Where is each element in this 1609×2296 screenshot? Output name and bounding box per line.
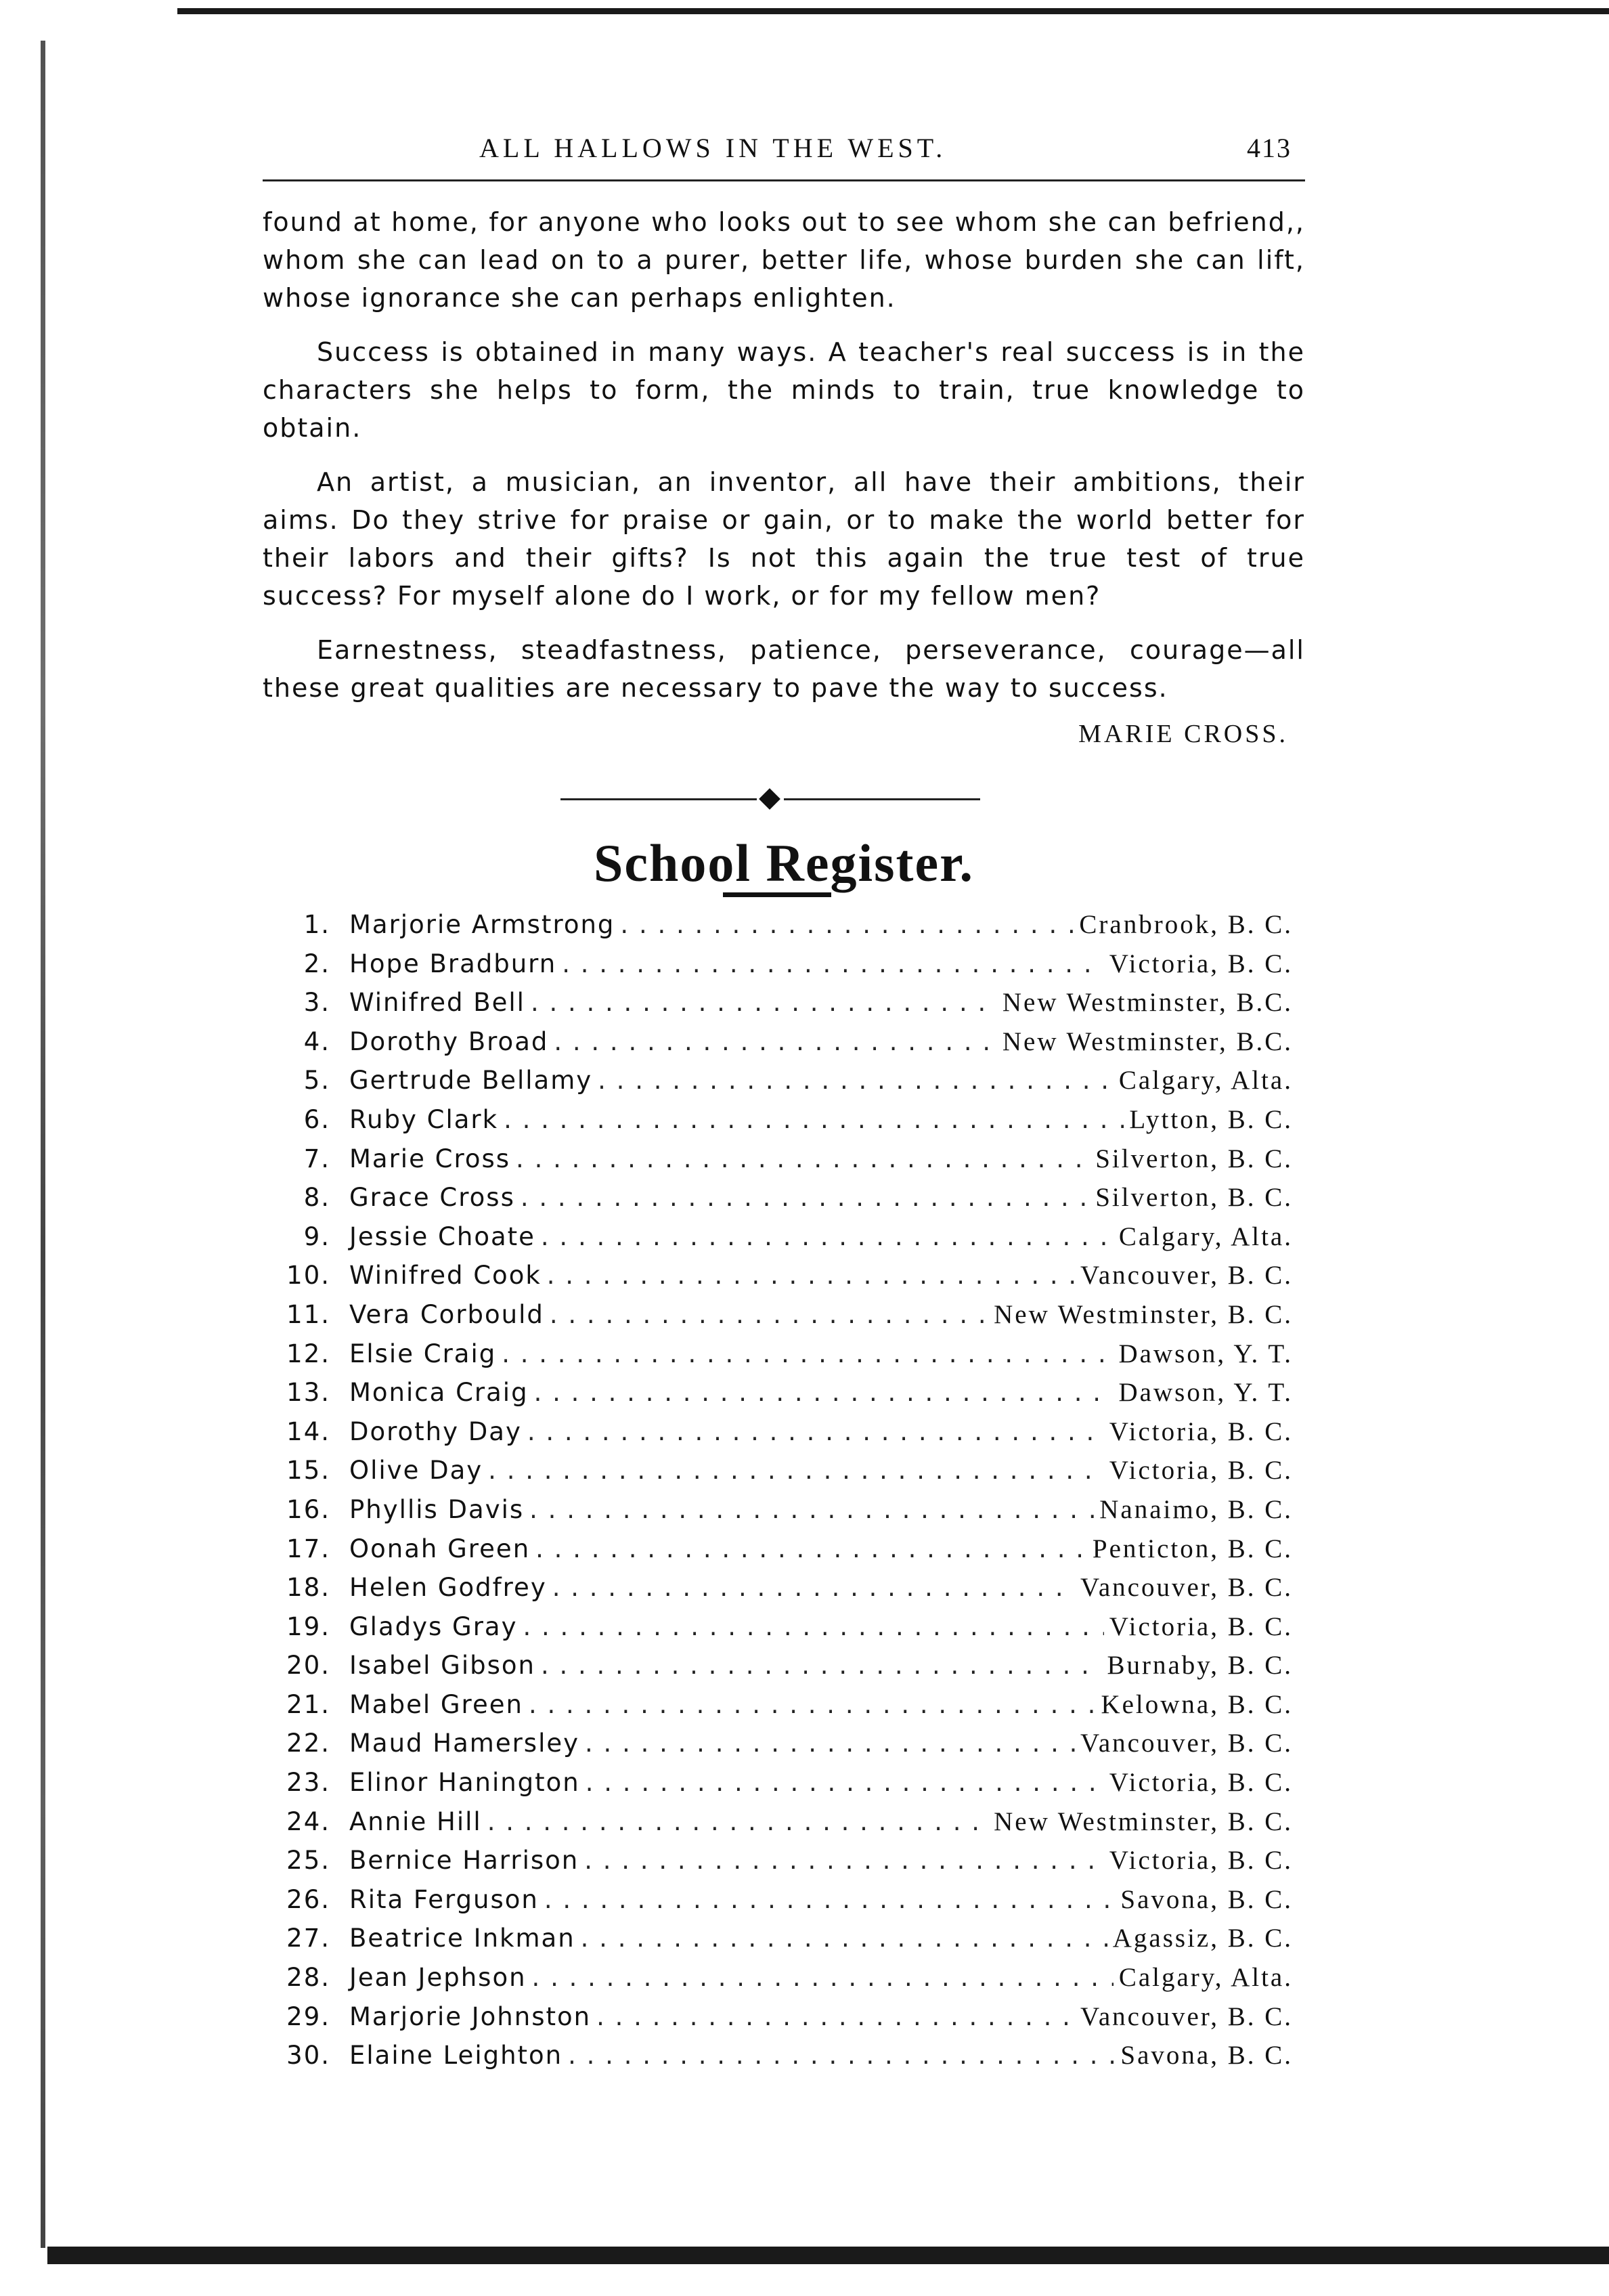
dot-leader: [521, 1183, 1090, 1212]
entry-number: 17.: [286, 1534, 330, 1563]
hometown: Victoria, B. C.: [1109, 1456, 1293, 1486]
student-name: Rita Ferguson: [349, 1884, 539, 1914]
hometown: New Westminster, B.C.: [1002, 1026, 1293, 1056]
entry-number: 20.: [286, 1651, 330, 1681]
register-list: [263, 909, 1305, 2079]
hometown: New Westminster, B. C.: [994, 1806, 1293, 1836]
dot-leader: [598, 1066, 1114, 1095]
student-name: Elaine Leighton: [349, 2041, 563, 2071]
student-name: Olive Day: [349, 1456, 483, 1486]
hometown: New Westminster, B. C.: [994, 1299, 1293, 1329]
student-name: Winifred Cook: [349, 1261, 542, 1291]
header-rule: [263, 179, 1305, 181]
entry-number: 27.: [286, 1924, 330, 1953]
entry-number: 2.: [303, 949, 330, 978]
hometown: Calgary, Alta.: [1118, 1221, 1293, 1251]
register-row: [263, 1065, 1305, 1104]
entry-number: 12.: [286, 1339, 330, 1368]
student-name: Gladys Gray: [349, 1611, 518, 1641]
register-row: [263, 949, 1305, 988]
hometown: Vancouver, B. C.: [1080, 1573, 1293, 1603]
student-name: Vera Corbould: [349, 1299, 544, 1329]
student-name: Maud Hamersley: [349, 1729, 580, 1758]
entry-number: 14.: [286, 1416, 330, 1446]
student-name: Hope Bradburn: [349, 949, 557, 978]
student-name: Marie Cross: [349, 1144, 511, 1173]
dot-leader: [568, 2041, 1115, 2070]
dot-leader: [504, 1105, 1124, 1134]
hometown: Calgary, Alta.: [1118, 1066, 1293, 1096]
student-name: Marjorie Johnston: [349, 2001, 592, 2031]
student-name: Jean Jephson: [349, 1963, 527, 1993]
hometown: Vancouver, B. C.: [1080, 2001, 1293, 2031]
hometown: Agassiz, B. C.: [1112, 1924, 1293, 1953]
register-row: [263, 1728, 1305, 1767]
binding-edge: [41, 41, 45, 2248]
hometown: Silverton, B. C.: [1095, 1144, 1293, 1173]
running-title: ALL HALLOWS IN THE WEST.: [479, 133, 947, 163]
dot-leader: [581, 1924, 1107, 1953]
article-body: [263, 203, 1305, 753]
register-row: [263, 1884, 1305, 1924]
section-title: School Register.: [593, 833, 975, 892]
entry-number: 10.: [286, 1261, 330, 1291]
register-row: [263, 1221, 1305, 1261]
hometown: Dawson, Y. T.: [1118, 1378, 1293, 1408]
register-row: [263, 1767, 1305, 1806]
entry-number: 24.: [286, 1806, 330, 1836]
register-row: [263, 1455, 1305, 1494]
dot-leader: [586, 1768, 1104, 1797]
register-row: [263, 1104, 1305, 1144]
entry-number: 18.: [286, 1573, 330, 1603]
register-row: [263, 909, 1305, 949]
hometown: Kelowna, B. C.: [1101, 1689, 1293, 1719]
entry-number: 19.: [286, 1611, 330, 1641]
student-name: Bernice Harrison: [349, 1846, 579, 1876]
register-row: [263, 1845, 1305, 1884]
dot-leader: [532, 1963, 1114, 1992]
dot-leader: [516, 1144, 1090, 1173]
student-name: Elsie Craig: [349, 1339, 497, 1368]
register-row: [263, 1923, 1305, 1962]
entry-number: 16.: [286, 1494, 330, 1524]
hometown: Lytton, B. C.: [1129, 1104, 1293, 1134]
page: [263, 132, 1305, 2071]
register-row: [263, 1650, 1305, 1689]
hometown: Calgary, Alta.: [1118, 1963, 1293, 1993]
entry-number: 4.: [303, 1026, 330, 1056]
dot-leader: [550, 1300, 988, 1329]
dot-leader: [523, 1612, 1104, 1641]
register-row: [263, 2001, 1305, 2041]
student-name: Helen Godfrey: [349, 1573, 547, 1603]
title-underline: [723, 892, 831, 897]
dot-leader: [529, 1495, 1094, 1524]
running-header: [263, 132, 1305, 173]
student-name: Jessie Choate: [349, 1221, 535, 1251]
student-name: Monica Craig: [349, 1378, 529, 1408]
student-name: Oonah Green: [349, 1534, 531, 1563]
register-row: [263, 1611, 1305, 1651]
dot-leader: [584, 1846, 1104, 1875]
top-edge-rule: [177, 8, 1609, 14]
dot-leader: [488, 1456, 1104, 1485]
entry-number: 13.: [286, 1378, 330, 1408]
divider-line: [560, 798, 757, 800]
dot-leader: [487, 1807, 988, 1836]
hometown: Dawson, Y. T.: [1118, 1339, 1293, 1368]
student-name: Winifred Bell: [349, 988, 525, 1018]
diamond-ornament-icon: [759, 788, 780, 810]
dot-leader: [620, 910, 1074, 939]
student-name: Mabel Green: [349, 1689, 523, 1719]
student-name: Ruby Clark: [349, 1104, 499, 1134]
dot-leader: [596, 2002, 1075, 2031]
hometown: Victoria, B. C.: [1109, 949, 1293, 978]
dot-leader: [529, 1690, 1096, 1719]
page-number: 413: [1247, 133, 1292, 163]
student-name: Elinor Hanington: [349, 1768, 580, 1798]
hometown: Victoria, B. C.: [1109, 1768, 1293, 1798]
dot-leader: [562, 949, 1104, 978]
entry-number: 15.: [286, 1456, 330, 1486]
student-name: Dorothy Day: [349, 1416, 522, 1446]
dot-leader: [585, 1729, 1075, 1758]
entry-number: 26.: [286, 1884, 330, 1914]
dot-leader: [541, 1222, 1114, 1251]
entry-number: 5.: [303, 1066, 330, 1096]
dot-leader: [541, 1651, 1101, 1680]
section-divider: [560, 789, 1000, 809]
entry-number: 25.: [286, 1846, 330, 1876]
hometown: Vancouver, B. C.: [1080, 1729, 1293, 1758]
paragraph: An artist, a musician, an inventor, all have their ambitions, their aims. Do they strive for praise or gain, or to make the world better for their labors and their gifts? Is not this again the true test of true success? For myself alone do I work, or for my fellow men?: [263, 467, 1305, 611]
paragraph: Earnestness, steadfastness, patience, perseverance, courage—all these great qualities are necessary to pave the way to success.: [263, 635, 1305, 703]
hometown: Savona, B. C.: [1120, 2041, 1293, 2071]
entry-number: 9.: [303, 1221, 330, 1251]
register-row: [263, 1339, 1305, 1378]
entry-number: 8.: [303, 1183, 330, 1213]
hometown: Burnaby, B. C.: [1107, 1651, 1293, 1681]
paragraph: found at home, for anyone who looks out to see whom she can befriend,, whom she can lead on to a purer, better life, whose burden she can lift, whose ignorance she can perhaps enlighten.: [263, 207, 1305, 313]
hometown: Silverton, B. C.: [1095, 1183, 1293, 1213]
hometown: Cranbrook, B. C.: [1079, 910, 1293, 939]
register-row: [263, 1260, 1305, 1299]
student-name: Annie Hill: [349, 1806, 482, 1836]
register-row: [263, 1026, 1305, 1066]
dot-leader: [534, 1378, 1114, 1407]
entry-number: 7.: [303, 1144, 330, 1173]
student-name: Dorothy Broad: [349, 1026, 549, 1056]
entry-number: 22.: [286, 1729, 330, 1758]
dot-leader: [547, 1261, 1075, 1290]
register-row: [263, 1416, 1305, 1456]
student-name: Gertrude Bellamy: [349, 1066, 593, 1096]
hometown: Victoria, B. C.: [1109, 1846, 1293, 1876]
entry-number: 30.: [286, 2041, 330, 2071]
student-name: Grace Cross: [349, 1183, 515, 1213]
entry-number: 28.: [286, 1963, 330, 1993]
register-row: [263, 1182, 1305, 1221]
register-row: [263, 987, 1305, 1026]
dot-leader: [502, 1339, 1113, 1368]
register-row: [263, 1689, 1305, 1729]
dot-leader: [544, 1885, 1116, 1914]
student-name: Marjorie Armstrong: [349, 910, 615, 939]
register-row: [263, 1534, 1305, 1573]
dot-leader: [552, 1573, 1075, 1602]
bottom-edge-rule: [47, 2247, 1609, 2264]
hometown: Victoria, B. C.: [1109, 1416, 1293, 1446]
entry-number: 21.: [286, 1689, 330, 1719]
register-row: [263, 1144, 1305, 1183]
divider-line: [784, 798, 980, 800]
entry-number: 29.: [286, 2001, 330, 2031]
dot-leader: [554, 1027, 997, 1056]
register-row: [263, 1962, 1305, 2001]
entry-number: 3.: [303, 988, 330, 1018]
hometown: Savona, B. C.: [1120, 1884, 1293, 1914]
register-row: [263, 1572, 1305, 1611]
dot-leader: [527, 1417, 1104, 1446]
hometown: Penticton, B. C.: [1092, 1534, 1293, 1563]
student-name: Beatrice Inkman: [349, 1924, 575, 1953]
register-row: [263, 1299, 1305, 1339]
hometown: Vancouver, B. C.: [1080, 1261, 1293, 1291]
register-row: [263, 1377, 1305, 1416]
dot-leader: [531, 988, 997, 1017]
entry-number: 6.: [303, 1104, 330, 1134]
entry-number: 23.: [286, 1768, 330, 1798]
register-row: [263, 2040, 1305, 2079]
entry-number: 11.: [286, 1299, 330, 1329]
register-row: [263, 1806, 1305, 1846]
author-signature: MARIE CROSS.: [1078, 720, 1288, 748]
hometown: Nanaimo, B. C.: [1099, 1494, 1293, 1524]
paragraph: Success is obtained in many ways. A teacher's real success is in the characters she helps to form, the minds to train, true knowledge to obtain.: [263, 337, 1305, 443]
hometown: Victoria, B. C.: [1109, 1611, 1293, 1641]
dot-leader: [535, 1534, 1087, 1563]
student-name: Isabel Gibson: [349, 1651, 535, 1681]
hometown: New Westminster, B.C.: [1002, 988, 1293, 1018]
student-name: Phyllis Davis: [349, 1494, 525, 1524]
entry-number: 1.: [303, 910, 330, 939]
register-row: [263, 1494, 1305, 1534]
